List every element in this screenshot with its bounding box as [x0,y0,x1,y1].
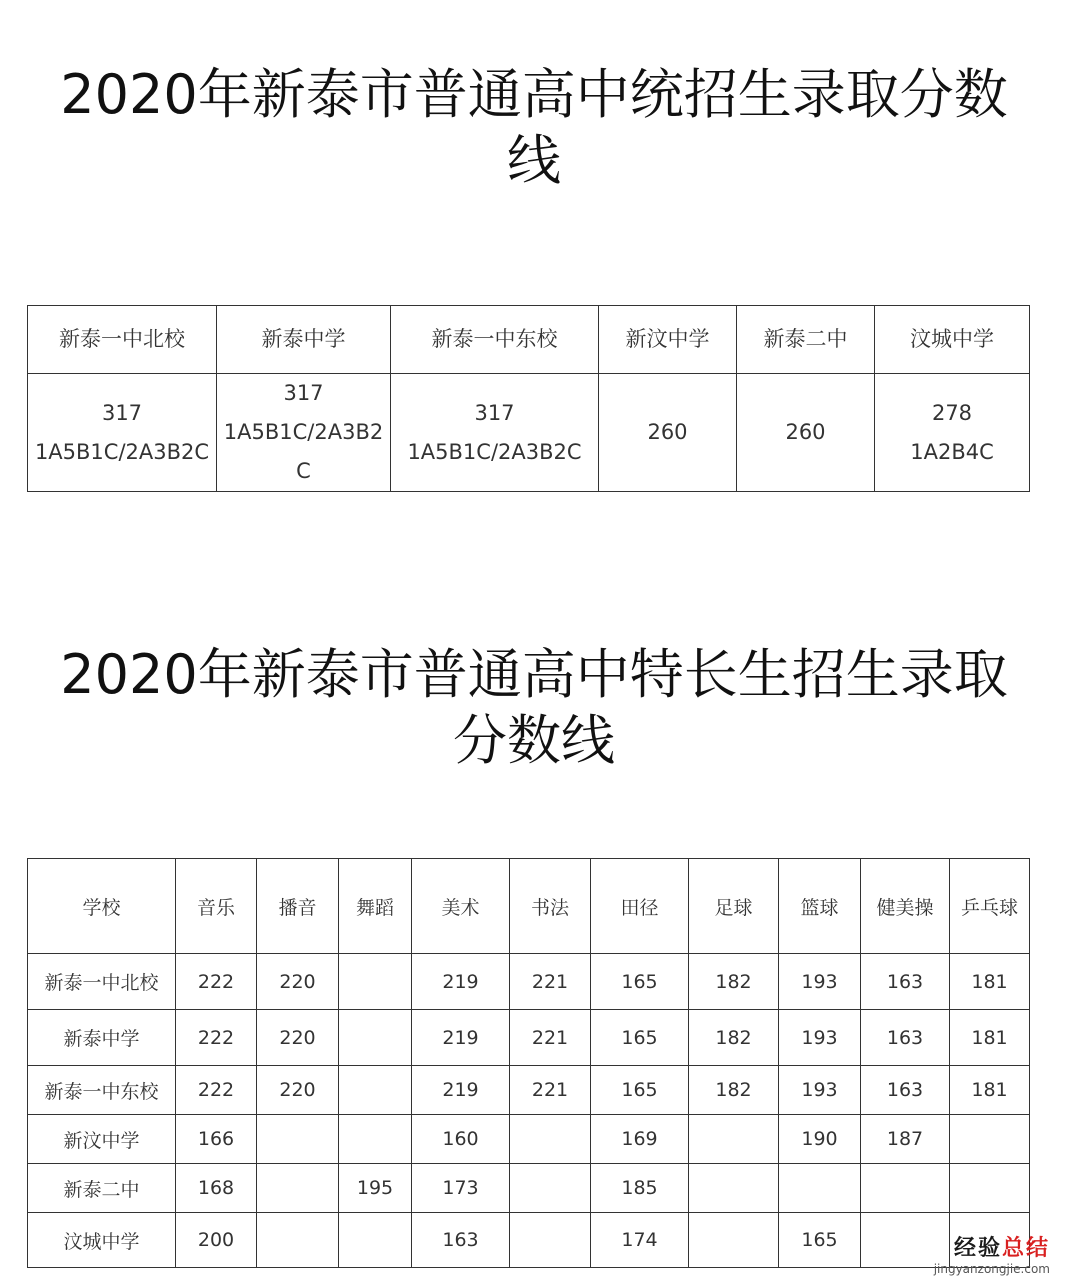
table-cell: 221 [510,1010,591,1066]
table-cell: 193 [779,954,861,1010]
header-cell: 足球 [689,859,779,954]
table-row [28,954,1030,1010]
school-cell: 新泰中学 [28,1010,176,1066]
table-cell: 181 [950,954,1030,1010]
table-cell [950,1164,1030,1213]
score-cell [737,374,875,492]
table-cell: 222 [176,1066,257,1115]
table-cell: 220 [257,1010,339,1066]
header-cell: 新泰一中东校 [391,306,599,374]
table-cell: 160 [412,1115,510,1164]
score-cell [875,374,1030,492]
school-cell: 新泰一中东校 [28,1066,176,1115]
table-cell: 181 [950,1066,1030,1115]
table-cell: 182 [689,1066,779,1115]
table-cell: 165 [591,1066,689,1115]
header-cell: 汶城中学 [875,306,1030,374]
header-cell: 新泰一中北校 [28,306,217,374]
table-cell: 195 [339,1164,412,1213]
header-cell: 学校 [28,859,176,954]
table-cell [861,1164,950,1213]
table-row [28,1010,1030,1066]
table-cell: 219 [412,954,510,1010]
table-cell: 220 [257,1066,339,1115]
watermark-text-accent: 总结 [1001,1236,1050,1261]
table-cell: 220 [257,954,339,1010]
title-admission-scores: 2020年新泰市普通高中统招生录取分数线 [60,63,1008,192]
table-cell: 221 [510,1066,591,1115]
watermark-logo [934,1231,1050,1262]
table-cell: 219 [412,1066,510,1115]
table-cell: 193 [779,1066,861,1115]
header-cell: 播音 [257,859,339,954]
grade-requirement: 1A5B1C/2A3B2C [407,439,582,464]
header-cell: 健美操 [861,859,950,954]
watermark-url: jingyanzongjie.com [933,1262,1050,1276]
header-cell: 乒乓球 [950,859,1030,954]
header-cell: 音乐 [176,859,257,954]
grade-requirement: 1A2B4C [910,439,994,464]
table-cell: 163 [861,1010,950,1066]
header-cell: 舞蹈 [339,859,412,954]
watermark-text: 经验 [953,1236,1002,1261]
score-value: 317 [474,400,515,425]
table-cell [510,1213,591,1268]
table-cell [257,1213,339,1268]
table-cell: 173 [412,1164,510,1213]
score-value: 260 [785,420,826,444]
table-cell: 222 [176,1010,257,1066]
table-cell: 200 [176,1213,257,1268]
table-cell [689,1164,779,1213]
table-cell: 219 [412,1010,510,1066]
table-row [28,1164,1030,1213]
table-cell [257,1115,339,1164]
header-cell: 篮球 [779,859,861,954]
header-cell: 新泰中学 [217,306,391,374]
table-cell: 182 [689,954,779,1010]
header-cell: 书法 [510,859,591,954]
table-row [28,1213,1030,1268]
table-cell: 174 [591,1213,689,1268]
table-cell: 165 [591,1010,689,1066]
table-row [28,374,1030,492]
admission-score-table [27,305,1030,492]
table-cell [257,1164,339,1213]
table-cell [339,1066,412,1115]
table-cell [779,1164,861,1213]
table-cell: 193 [779,1010,861,1066]
score-value: 260 [647,420,688,444]
table-header-row [28,859,1030,954]
table-cell: 168 [176,1164,257,1213]
score-value: 278 [931,400,973,425]
table-cell [950,1115,1030,1164]
score-value: 317 [101,400,143,425]
table-cell: 185 [591,1164,689,1213]
header-cell: 田径 [591,859,689,954]
grade-requirement: 1A5B1C/2A3B2C [223,420,384,483]
table-cell [339,1115,412,1164]
table-cell: 187 [861,1115,950,1164]
school-cell: 新汶中学 [28,1115,176,1164]
table-cell [510,1164,591,1213]
table-cell: 182 [689,1010,779,1066]
school-cell: 新泰一中北校 [28,954,176,1010]
score-cell [217,374,391,492]
table-cell: 165 [591,954,689,1010]
table-row [28,1066,1030,1115]
table-cell: 166 [176,1115,257,1164]
table-cell [339,1213,412,1268]
table-cell: 222 [176,954,257,1010]
table-cell: 190 [779,1115,861,1164]
school-cell: 新泰二中 [28,1164,176,1213]
table-cell [339,1010,412,1066]
grade-requirement: 1A5B1C/2A3B2C [34,439,210,464]
score-value: 317 [283,381,324,405]
score-cell [599,374,737,492]
header-cell: 新汶中学 [599,306,737,374]
table-cell [689,1213,779,1268]
table-row [28,1115,1030,1164]
table-cell: 163 [412,1213,510,1268]
score-cell [391,374,599,492]
table-cell: 181 [950,1010,1030,1066]
table-cell [339,954,412,1010]
table-cell: 163 [861,1066,950,1115]
table-cell [689,1115,779,1164]
table-cell [510,1115,591,1164]
table-cell: 163 [861,954,950,1010]
specialty-score-table [27,858,1030,1268]
school-cell: 汶城中学 [28,1213,176,1268]
table-cell: 169 [591,1115,689,1164]
header-cell: 美术 [412,859,510,954]
table-cell: 165 [779,1213,861,1268]
header-cell: 新泰二中 [737,306,875,374]
title-specialty-scores: 2020年新泰市普通高中特长生招生录取分数线 [60,643,1008,772]
table-header-row [28,306,1030,374]
table-cell: 221 [510,954,591,1010]
watermark [934,1231,1050,1276]
score-cell [28,374,217,492]
